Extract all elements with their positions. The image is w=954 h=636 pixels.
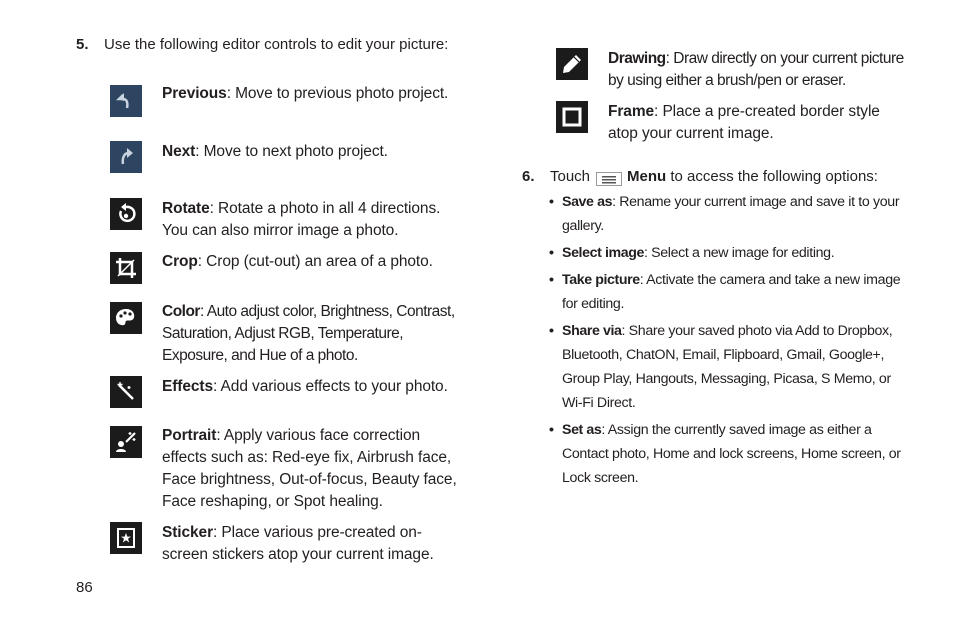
menu-label: Menu <box>627 168 667 185</box>
item-text: : Apply various face correction effects such as: Red-eye fix, Airbrush face, Face brightness, Out-of-focus, Beauty face, Face reshaping, or Spot healing. <box>162 427 457 510</box>
item-text: : Auto adjust color, Brightness, Contrast, Saturation, Adjust RGB, Temperature, Exposure, and Hue of a photo. <box>162 303 455 364</box>
portrait-icon <box>110 426 142 458</box>
item-text: : Crop (cut-out) an area of a photo. <box>197 253 433 270</box>
item-color <box>162 301 462 367</box>
bullet-term: Take picture <box>562 272 640 288</box>
item-term: Crop <box>162 253 198 270</box>
item-text: : Move to next photo project. <box>195 143 388 160</box>
bullet-share-via: • Share via: Share your saved photo via Add to Dropbox, Bluetooth, ChatON, Email, Flipboard, Gmail, Google+, Group Play, Hangouts, Messaging, Picasa, S Memo, or Wi-Fi Direct. <box>549 323 893 411</box>
effects-wand-icon <box>110 376 142 408</box>
item-term: Frame <box>608 103 655 120</box>
item-term: Color <box>162 303 200 320</box>
rotate-icon <box>110 198 142 230</box>
item-frame <box>608 101 908 145</box>
item-portrait <box>162 425 462 513</box>
step-5-number: 5. <box>76 36 89 53</box>
page-number: 86 <box>76 579 93 596</box>
item-rotate <box>162 198 462 242</box>
step-5-text: Use the following editor controls to edit your picture: <box>104 36 449 53</box>
bullet-save-as: • Save as: Rename your current image and save it to your gallery. <box>549 194 900 234</box>
bullet-take-picture: • Take picture: Activate the camera and take a new image for editing. <box>549 272 901 312</box>
bullet-set-as: • Set as: Assign the currently saved image as either a Contact photo, Home and lock screens, Home screen, or Lock screen. <box>549 422 901 486</box>
bullet-text: : Activate the camera and take a new image for editing. <box>562 272 901 312</box>
item-term: Portrait <box>162 427 217 444</box>
menu-icon <box>596 172 622 186</box>
step-6-number: 6. <box>522 168 535 185</box>
step-6-rest-text: to access the following options: <box>670 168 878 185</box>
item-term: Drawing <box>608 50 666 67</box>
drawing-pencil-icon <box>556 48 588 80</box>
bullet-term: Select image <box>562 245 644 261</box>
step-6-touch: Touch <box>550 168 591 185</box>
menu-options-list <box>549 190 909 493</box>
previous-arrow-icon <box>110 85 142 117</box>
item-term: Previous <box>162 85 227 102</box>
item-crop <box>162 251 462 273</box>
item-drawing <box>608 48 908 92</box>
item-term: Effects <box>162 378 213 395</box>
item-sticker <box>162 522 462 566</box>
bullet-text: : Select a new image for editing. <box>643 245 835 261</box>
item-text: : Place various pre-created on-screen stickers atop your current image. <box>162 524 434 563</box>
item-text: : Add various effects to your photo. <box>213 378 448 395</box>
bullet-term: Save as <box>562 194 613 210</box>
bullet-select-image: • Select image: Select a new image for editing. <box>549 245 835 261</box>
item-text: : Rotate a photo in all 4 directions. You can also mirror image a photo. <box>162 200 441 239</box>
bullet-text: : Assign the currently saved image as either a Contact photo, Home and lock screens, Home screen, or Lock screen. <box>562 422 901 486</box>
bullet-term: Set as <box>562 422 602 438</box>
item-term: Next <box>162 143 196 160</box>
item-term: Sticker <box>162 524 213 541</box>
sticker-icon <box>110 522 142 554</box>
color-palette-icon <box>110 302 142 334</box>
item-previous <box>162 83 462 105</box>
next-arrow-icon <box>110 141 142 173</box>
bullet-text: : Rename your current image and save it to your gallery. <box>562 194 900 234</box>
bullet-text: : Share your saved photo via Add to Dropbox, Bluetooth, ChatON, Email, Flipboard, Gmail, Google+, Group Play, Hangouts, Messaging, Picasa, S Memo, or Wi-Fi Direct. <box>562 323 893 411</box>
item-effects <box>162 376 462 398</box>
crop-icon <box>110 252 142 284</box>
step-6-rest <box>627 168 878 185</box>
item-text: : Move to previous photo project. <box>226 85 449 102</box>
bullet-term: Share via <box>562 323 622 339</box>
item-text: : Draw directly on your current picture by using either a brush/pen or eraser. <box>608 50 904 89</box>
frame-icon <box>556 101 588 133</box>
item-term: Rotate <box>162 200 210 217</box>
item-text: : Place a pre-created border style atop your current image. <box>608 103 880 142</box>
item-next <box>162 141 462 163</box>
